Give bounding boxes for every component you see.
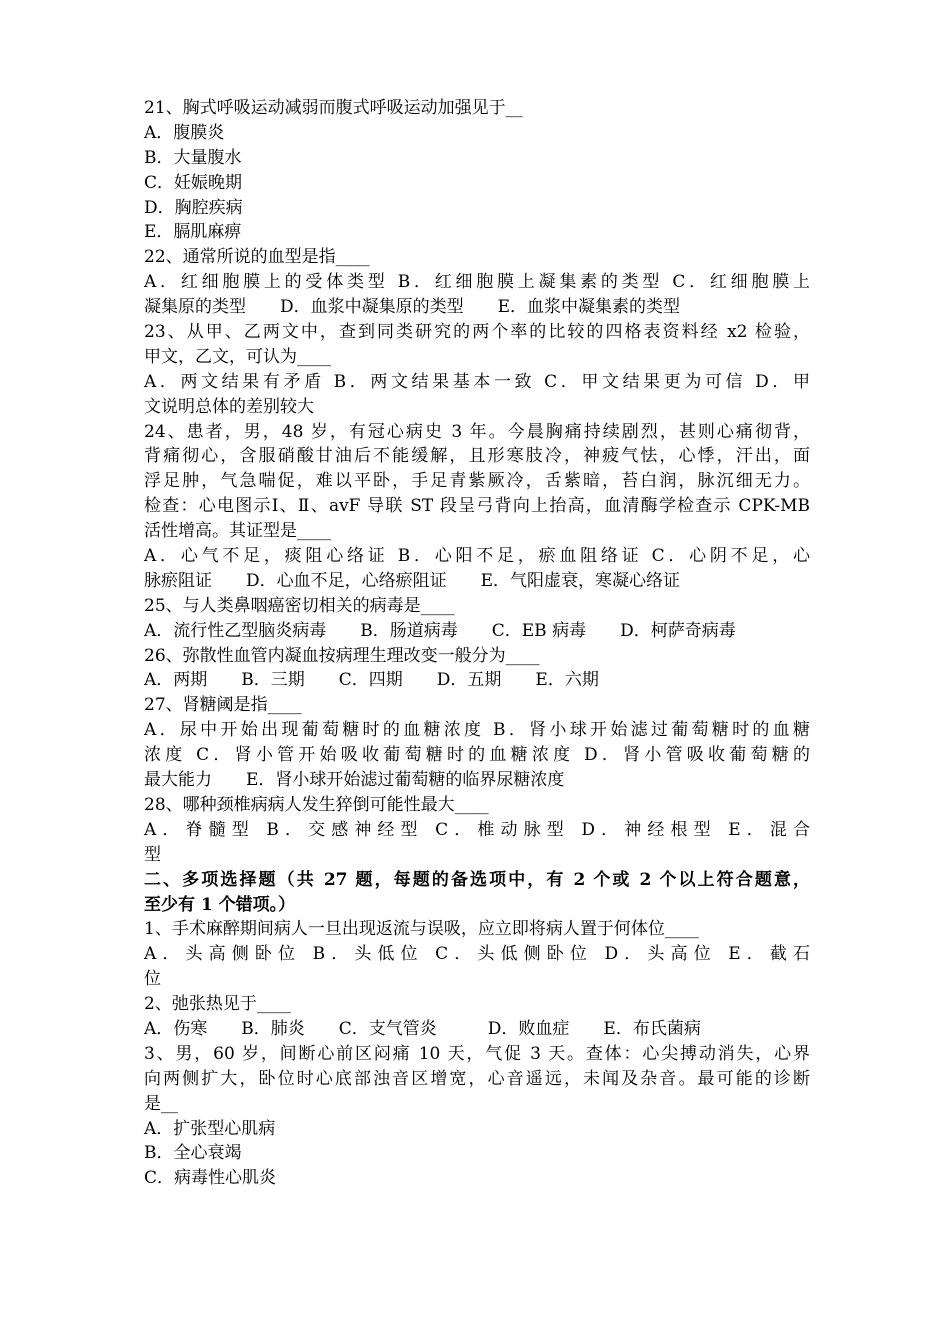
text-line: C．妊娠晚期 xyxy=(144,172,243,193)
text-line: 1、手术麻醉期间病人一旦出现返流与误吸，应立即将病人置于何体位____ xyxy=(144,919,699,940)
text-line: E．膈肌麻痹 xyxy=(144,222,242,243)
text-line: 25、与人类鼻咽癌密切相关的病毒是____ xyxy=(144,595,455,616)
text-line: 27、肾糖阈是指____ xyxy=(144,695,302,716)
text-line: 向两侧扩大，卧位时心底部浊音区增宽，心音遥远，未闻及杂音。最可能的诊断 xyxy=(144,1068,810,1089)
text-line: 二、多项选择题（共 27 题，每题的备选项中，有 2 个或 2 个以上符合题意， xyxy=(144,869,810,890)
text-line: 最大能力 E．肾小球开始滤过葡萄糖的临界尿糖浓度 xyxy=(144,770,565,791)
text-line: 浮足肿，气急喘促，难以平卧，手足青紫厥冷，舌紫暗，苔白润，脉沉细无力。 xyxy=(144,471,810,492)
text-line: A．红细胞膜上的受体类型 B．红细胞膜上凝集素的类型 C．红细胞膜上 xyxy=(144,272,810,293)
text-line: 浓度 C．肾小管开始吸收葡萄糖时的血糖浓度 D．肾小管吸收葡萄糖的 xyxy=(144,745,810,766)
text-line: 凝集原的类型 D．血浆中凝集原的类型 E．血浆中凝集素的类型 xyxy=(144,297,681,318)
text-line: 28、哪种颈椎病病人发生猝倒可能性最大____ xyxy=(144,794,489,815)
text-line: 背痛彻心，含服硝酸甘油后不能缓解，且形寒肢冷，神疲气怯，心悸，汗出，面 xyxy=(144,446,810,467)
text-line: 文说明总体的差别较大 xyxy=(144,396,314,417)
text-line: 是__ xyxy=(144,1093,178,1114)
text-line: 型 xyxy=(144,844,161,865)
document-page xyxy=(144,96,810,1191)
text-line: A．腹膜炎 xyxy=(144,122,225,143)
text-line: A．伤寒 B．肺炎 C．支气管炎 D．败血症 E．布氏菌病 xyxy=(144,1018,701,1039)
text-line: A．两期 B．三期 C．四期 D．五期 E．六期 xyxy=(144,670,599,691)
text-line: A．心气不足，痰阻心络证 B．心阳不足，瘀血阻络证 C．心阴不足，心 xyxy=(144,546,810,567)
text-line: 21、胸式呼吸运动减弱而腹式呼吸运动加强见于__ xyxy=(144,98,523,118)
text-line: 23、从甲、乙两文中，查到同类研究的两个率的比较的四格表资料经 x2 检验， xyxy=(144,322,810,343)
text-line: B．全心衰竭 xyxy=(144,1143,242,1164)
text-line: 活性增高。其证型是____ xyxy=(144,521,331,542)
text-line: 24、患者，男，48 岁，有冠心病史 3 年。今晨胸痛持续剧烈，甚则心痛彻背， xyxy=(144,421,810,442)
text-line: 22、通常所说的血型是指____ xyxy=(144,247,370,268)
text-line: 脉瘀阻证 D．心血不足，心络瘀阻证 E．气阳虚衰，寒凝心络证 xyxy=(144,570,681,591)
text-line: D．胸腔疾病 xyxy=(144,197,243,218)
text-line: 至少有 1 个错项。） xyxy=(144,894,296,915)
text-line: A．两文结果有矛盾 B．两文结果基本一致 C．甲文结果更为可信 D．甲 xyxy=(144,371,810,392)
text-line: 位 xyxy=(144,969,161,990)
text-line: A．扩张型心肌病 xyxy=(144,1118,276,1139)
text-line: 检查：心电图示Ⅰ、Ⅱ、avF 导联 ST 段呈弓背向上抬高，血清酶学检查示 CPK-MB xyxy=(144,496,810,517)
text-line: A．脊髓型 B．交感神经型 C．椎动脉型 D．神经根型 E．混合 xyxy=(144,819,810,840)
text-line: 3、男，60 岁，间断心前区闷痛 10 天，气促 3 天。查体：心尖搏动消失，心界 xyxy=(144,1043,810,1064)
text-line: C．病毒性心肌炎 xyxy=(144,1168,277,1189)
text-line: 甲文，乙文，可认为____ xyxy=(144,346,331,367)
text-line: A．流行性乙型脑炎病毒 B．肠道病毒 C．EB 病毒 D．柯萨奇病毒 xyxy=(144,620,736,641)
text-line: A．头高侧卧位 B．头低位 C．头低侧卧位 D．头高位 E．截石 xyxy=(144,944,810,965)
text-line: 26、弥散性血管内凝血按病理生理改变一般分为____ xyxy=(144,645,540,666)
text-line: B．大量腹水 xyxy=(144,147,242,168)
text-line: 2、弛张热见于____ xyxy=(144,994,291,1015)
text-line: A．尿中开始出现葡萄糖时的血糖浓度 B．肾小球开始滤过葡萄糖时的血糖 xyxy=(144,720,810,741)
